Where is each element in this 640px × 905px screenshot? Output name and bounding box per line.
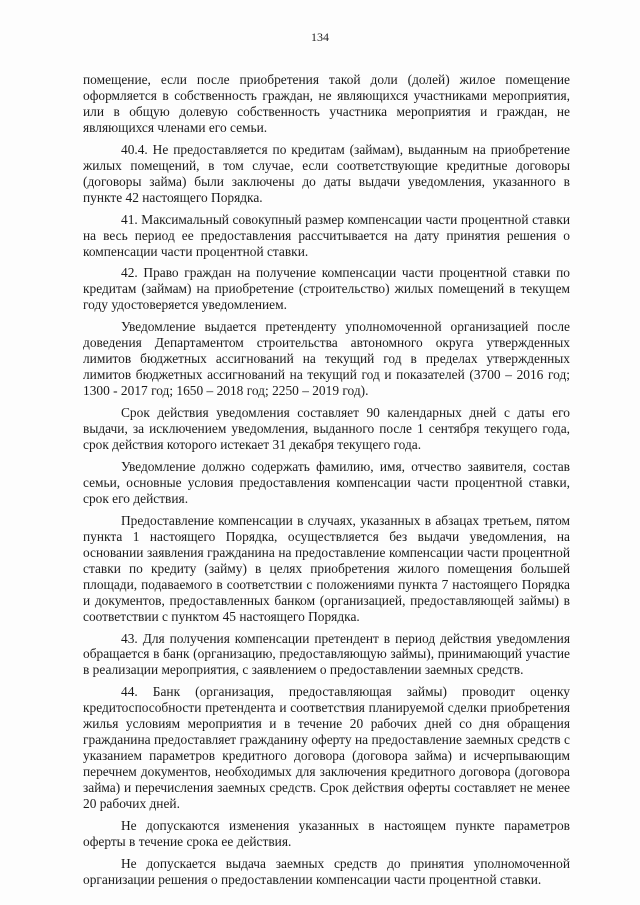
paragraph-compensation-without-notice: Предоставление компенсации в случаях, указанных в абзацах третьем, пятом пункта 1 настоящего Порядка, осуществляется без выдачи уведомления, на основании заявления гражданина на предоставление компенсации части процентной ставки по кредиту (займу) в целях приобретения жилого помещения большей площади, подаваемого в соответствии с положениями пункта 7 настоящего Порядка и документов, предоставленных банком (организацией, предоставляющей займы) в соответствии с пунктом 45 настоящего Порядка. <box>83 512 570 624</box>
paragraph-notice-contents: Уведомление должно содержать фамилию, имя, отчество заявителя, состав семьи, основные условия предоставления компенсации части процентной ставки, срок его действия. <box>83 458 570 506</box>
paragraph-41: 41. Максимальный совокупный размер компенсации части процентной ставки на весь период ее предоставления рассчитывается на дату принятия решения о компенсации части процентной ставки. <box>83 211 570 259</box>
document-body <box>83 72 570 888</box>
page-number: 134 <box>311 30 329 44</box>
paragraph-offer-changes: Не допускаются изменения указанных в настоящем пункте параметров оферты в течение срока ее действия. <box>83 817 570 849</box>
paragraph-continuation: помещение, если после приобретения такой доли (долей) жилое помещение оформляется в собственность граждан, не являющихся участниками мероприятия, или в общую долевую собственность участника мероприятия и граждан, не являющихся членами его семьи. <box>83 72 570 135</box>
paragraph-notice-issuance: Уведомление выдается претенденту уполномоченной организацией после доведения Департаментом строительства автономного округа утвержденных лимитов бюджетных ассигнований на текущий год в пределах утвержденных лимитов бюджетных ассигнований на текущий год и показателей (3700 – 2016 год; 1300 - 2017 год; 1650 – 2018 год; 2250 – 2019 год). <box>83 319 570 399</box>
paragraph-notice-validity: Срок действия уведомления составляет 90 календарных дней с даты его выдачи, за исключением уведомления, выданного после 1 сентября текущего года, срок действия которого истекает 31 декабря текущего года. <box>83 405 570 453</box>
paragraph-43: 43. Для получения компенсации претендент в период действия уведомления обращается в банк (организацию, предоставляющую займы), принимающий участие в реализации мероприятия, с заявлением о предоставлении заемных средств. <box>83 630 570 678</box>
paragraph-40-4: 40.4. Не предоставляется по кредитам (займам), выданным на приобретение жилых помещений, в том случае, если соответствующие кредитные договоры (договоры займа) были заключены до даты выдачи уведомления, указанного в пункте 42 настоящего Порядка. <box>83 141 570 205</box>
paragraph-loan-disbursement: Не допускается выдача заемных средств до принятия уполномоченной организации решения о предоставлении компенсации части процентной ставки. <box>83 855 570 887</box>
paragraph-44: 44. Банк (организация, предоставляющая займы) проводит оценку кредитоспособности претендента и соответствия планируемой сделки приобретения жилья условиям мероприятия и в течение 20 рабочих дней со дня обращения гражданина предоставляет гражданину оферту на предоставление заемных средств с указанием параметров кредитного договора (договора займа) и исчерпывающим перечнем документов, необходимых для заключения кредитного договора (договора займа) и перечисления заемных средств. Срок действия оферты составляет не менее 20 рабочих дней. <box>83 684 570 812</box>
paragraph-42: 42. Право граждан на получение компенсации части процентной ставки по кредитам (займам) на приобретение (строительство) жилых помещений в текущем году удостоверяется уведомлением. <box>83 265 570 313</box>
